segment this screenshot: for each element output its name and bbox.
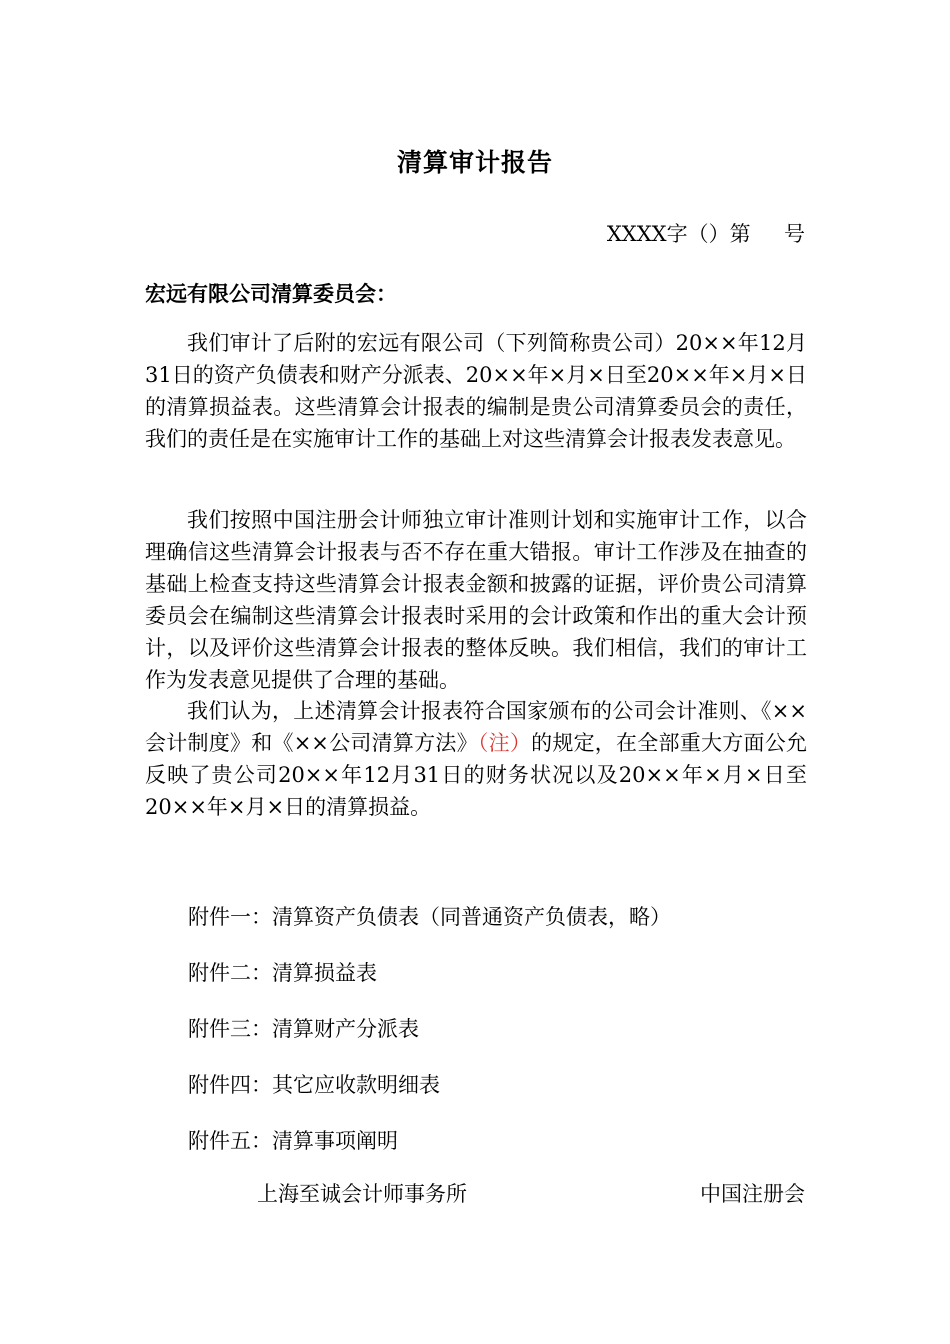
paragraph-audit-opinion — [145, 695, 807, 823]
cpa-label: 中国注册会 — [700, 1182, 805, 1206]
attachment-3: 附件三：清算财产分派表 — [188, 1017, 419, 1041]
paragraph-audit-scope: 我们审计了后附的宏远有限公司（下列简称贵公司）20××年12月31日的资产负债表和财产分派表、20××年×月×日至20××年×月×日的清算损益表。这些清算会计报表的编制是贵公司清算委员会的责任，我们的责任是在实施审计工作的基础上对这些清算会计报表发表意见。 — [145, 331, 807, 451]
opinion-text-after: 的规定，在全部重大方面公允反映了贵公司20××年12月31日的财务状况以及20××年×月×日至20××年×月×日的清算损益。 — [145, 731, 807, 819]
paragraph-audit-standards: 我们按照中国注册会计师独立审计准则计划和实施审计工作，以合理确信这些清算会计报表与否不存在重大错报。审计工作涉及在抽查的基础上检查支持这些清算会计报表金额和披露的证据，评价贵公司清算委员会在编制这些清算会计报表时采用的会计政策和作出的重大会计预计，以及评价这些清算会计报表的整体反映。我们相信，我们的审计工作为发表意见提供了合理的基础。 — [145, 508, 807, 692]
note-reference: （注） — [477, 731, 532, 755]
attachment-1: 附件一：清算资产负债表（同普通资产负债表，略） — [188, 905, 671, 929]
attachment-4: 附件四：其它应收款明细表 — [188, 1073, 440, 1097]
addressee: 宏远有限公司清算委员会： — [145, 281, 397, 306]
firm-name: 上海至诚会计师事务所 — [257, 1182, 467, 1206]
opinion-text-before: 我们认为，上述清算会计报表符合国家颁布的公司会计准则、《××会计制度》和《××公司清算方法》 — [145, 699, 807, 755]
document-number: XXXX字（）第 号 — [606, 222, 805, 246]
attachment-5: 附件五：清算事项阐明 — [188, 1129, 398, 1153]
report-title: 清算审计报告 — [396, 148, 553, 177]
attachment-2: 附件二：清算损益表 — [188, 961, 377, 985]
